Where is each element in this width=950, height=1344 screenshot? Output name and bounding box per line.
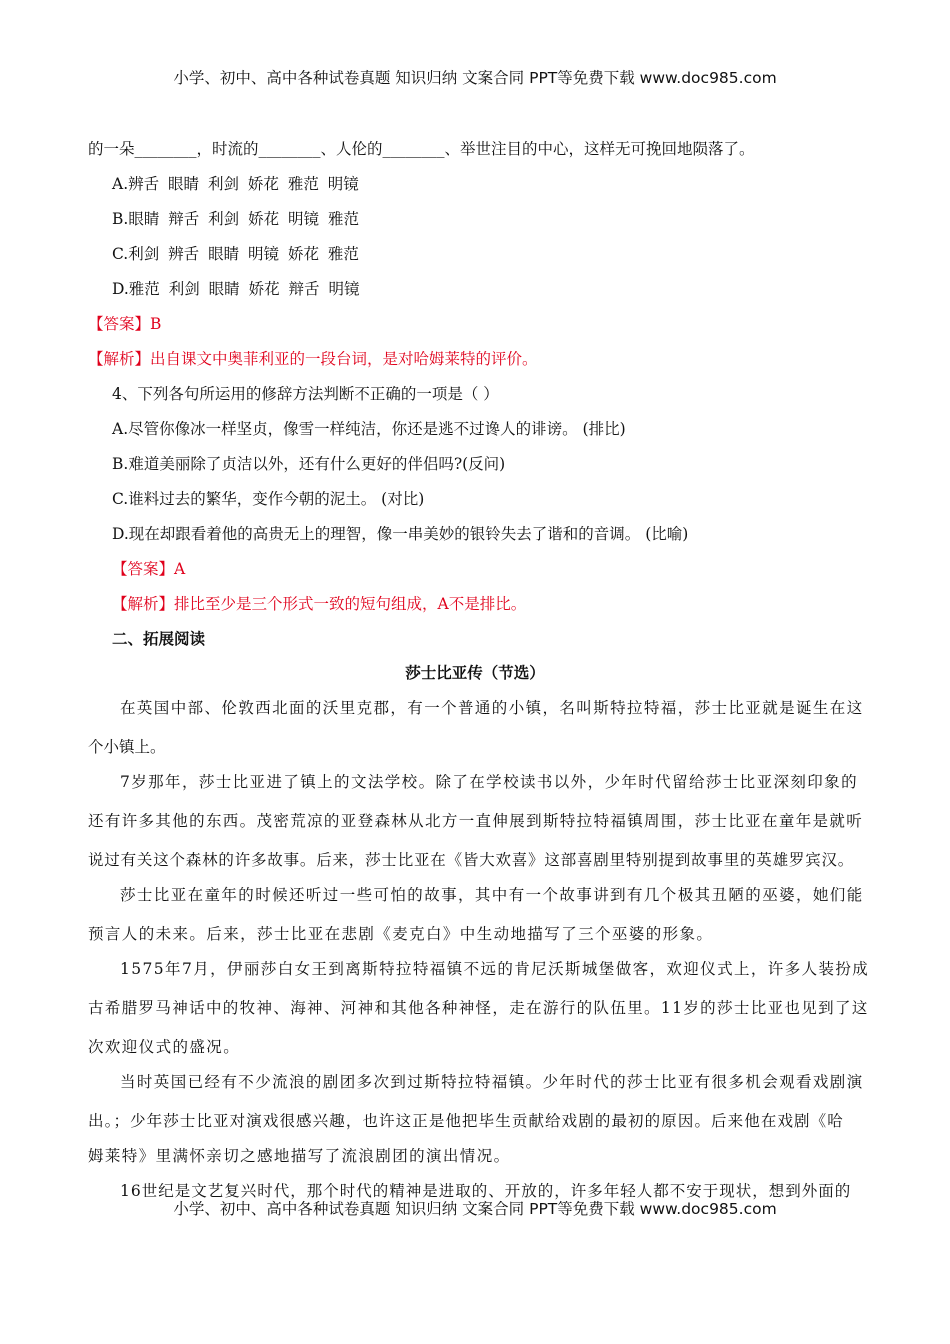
q4-option-c: C.谁料过去的繁华，变作今朝的泥土。 (对比) (112, 490, 425, 508)
article-line: 预言人的未来。后来，莎士比亚在悲剧《麦克白》中生动地描写了三个巫婆的形象。 (88, 925, 714, 943)
section-heading: 二、拓展阅读 (112, 629, 206, 648)
article-line: 当时英国已经有不少流浪的剧团多次到过斯特拉特福镇。少年时代的莎士比亚有很多机会观看戏剧演 (120, 1073, 864, 1091)
article-line: 16世纪是文艺复兴时代，那个时代的精神是进取的、开放的，许多年轻人都不安于现状，想到外面的 (120, 1182, 852, 1200)
article-line: 还有许多其他的东西。茂密荒凉的亚登森林从北方一直伸展到斯特拉特福镇周围，莎士比亚在童年是就听 (88, 812, 864, 830)
q3-analysis-text: 出自课文中奥菲利亚的一段台词，是对哈姆莱特的评价。 (150, 350, 538, 368)
page-footer: 小学、初中、高中各种试卷真题 知识归纳 文案合同 PPT等免费下载 www.doc985.com (173, 1200, 777, 1218)
q4-stem: 4、下列各句所运用的修辞方法判断不正确的一项是（ ） (112, 385, 499, 403)
q3-answer (88, 313, 161, 335)
q3-option-b: B.眼睛 辩舌 利剑 娇花 明镜 雅范 (112, 210, 359, 228)
q3-answer-label: 【答案】 (88, 315, 151, 333)
q3-analysis-label: 【解析】 (88, 350, 151, 368)
q4-analysis (112, 593, 526, 615)
article-line: 1575年7月，伊丽莎白女王到离斯特拉特福镇不远的肯尼沃斯城堡做客，欢迎仪式上，许多人装扮成 (120, 960, 870, 978)
article-line: 个小镇上。 (88, 738, 166, 756)
q3-option-d: D.雅范 利剑 眼睛 娇花 辩舌 明镜 (112, 280, 360, 298)
q4-answer-value: A (174, 560, 186, 578)
article-line: 次欢迎仪式的盛况。 (88, 1038, 241, 1056)
page-header: 小学、初中、高中各种试卷真题 知识归纳 文案合同 PPT等免费下载 www.doc985.com (173, 69, 777, 87)
article-line: 7岁那年，莎士比亚进了镇上的文法学校。除了在学校读书以外，少年时代留给莎士比亚深刻印象的 (120, 773, 858, 791)
article-line: 姆莱特》里满怀亲切之感地描写了流浪剧团的演出情况。 (88, 1147, 511, 1165)
q4-option-b: B.难道美丽除了贞洁以外，还有什么更好的伴侣吗?(反问) (112, 455, 506, 473)
q4-option-d: D.现在却跟看着他的高贵无上的理智，像一串美妙的银铃失去了谐和的音调。 (比喻) (112, 525, 689, 543)
q4-answer-label: 【答案】 (112, 560, 175, 578)
q4-analysis-text: 排比至少是三个形式一致的短句组成，A不是排比。 (174, 595, 527, 613)
q3-option-c: C.利剑 辨舌 眼睛 明镜 娇花 雅范 (112, 245, 359, 263)
q3-analysis (88, 348, 538, 370)
q3-answer-value: B (150, 315, 162, 333)
q4-analysis-label: 【解析】 (112, 595, 175, 613)
article-line: 莎士比亚在童年的时候还听过一些可怕的故事，其中有一个故事讲到有几个极其丑陋的巫婆，她们能 (120, 886, 864, 904)
article-line: 在英国中部、伦敦西北面的沃里克郡，有一个普通的小镇，名叫斯特拉特福，莎士比亚就是诞生在这 (120, 699, 864, 717)
q3-option-a: A.辨舌 眼睛 利剑 娇花 雅范 明镜 (112, 175, 359, 193)
q4-option-a: A.尽管你像冰一样坚贞，像雪一样纯洁，你还是逃不过谗人的诽谤。 (排比) (112, 420, 626, 438)
article-line: 出。；少年莎士比亚对演戏很感兴趣，也许这正是他把毕生贡献给戏剧的最初的原因。后来他在戏剧《哈 (88, 1112, 844, 1130)
q3-continuation: 的一朵________，时流的________、人伦的________、举世注目的中心，这样无可挽回地陨落了。 (88, 140, 755, 158)
q4-answer (112, 558, 185, 580)
article-title: 莎士比亚传（节选） (405, 663, 545, 682)
article-line: 说过有关这个森林的许多故事。后来，莎士比亚在《皆大欢喜》这部喜剧里特别提到故事里的英雄罗宾汉。 (88, 851, 855, 869)
article-line: 古希腊罗马神话中的牧神、海神、河神和其他各种神怪，走在游行的队伍里。11岁的莎士比亚也见到了这 (88, 999, 869, 1017)
